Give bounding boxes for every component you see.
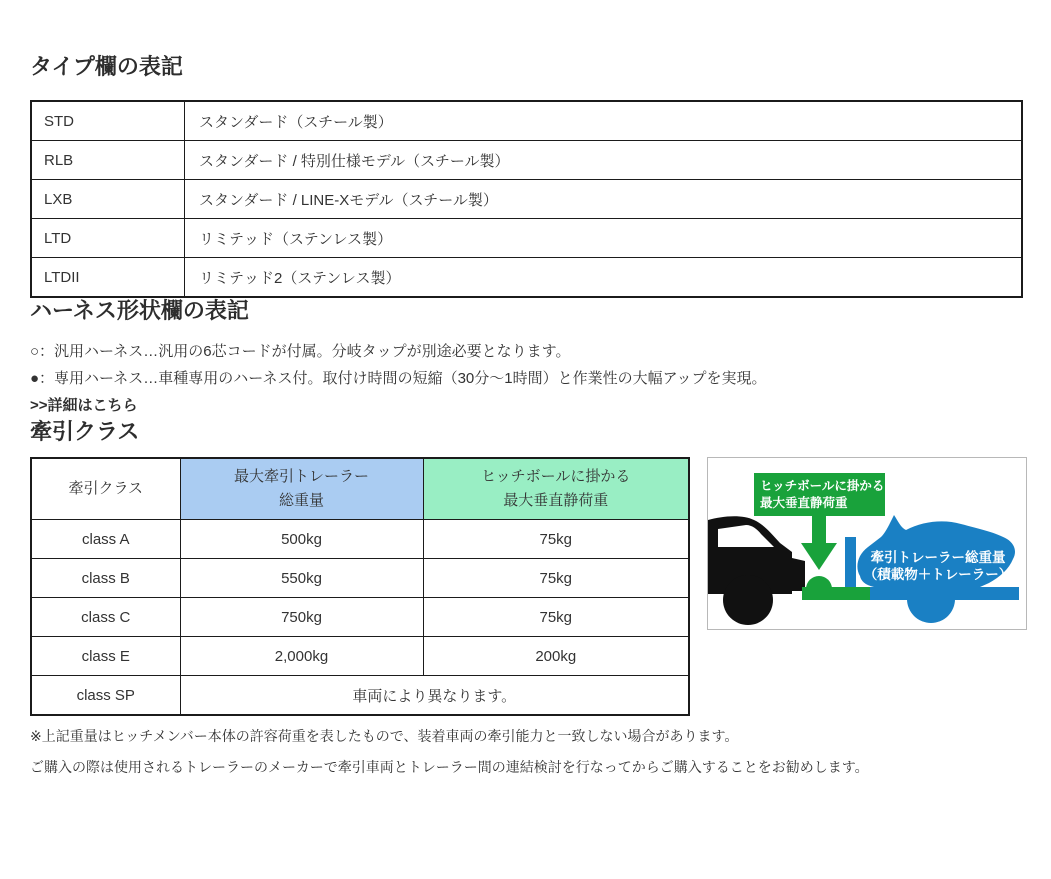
type-desc-cell: スタンダード / 特別仕様モデル（スチール製） — [185, 141, 1023, 180]
type-desc-cell: スタンダード / LINE-Xモデル（スチール製） — [185, 180, 1023, 219]
hitch-ball-icon — [806, 576, 832, 589]
weight-cell: 500kg — [180, 520, 423, 559]
weight-cell: 2,000kg — [180, 637, 423, 676]
weight-cell: 750kg — [180, 598, 423, 637]
max-vertical-load-header: ヒッチボールに掛かる 最大垂直静荷重 — [423, 458, 689, 520]
load-cell: 75kg — [423, 598, 689, 637]
type-code-cell: LTD — [31, 219, 185, 258]
down-arrow-icon — [812, 514, 826, 545]
table-row — [31, 598, 689, 637]
harness-dedicated-line: ●：専用ハーネス…車種専用のハーネス付。取付け時間の短縮（30分～1時間）と作業性の大幅アップを実現。 — [30, 370, 767, 387]
class-cell: class SP — [31, 676, 180, 716]
max-trailer-weight-header: 最大牽引トレーラー 総重量 — [180, 458, 423, 520]
type-table — [30, 100, 1023, 298]
type-code-cell: STD — [31, 101, 185, 141]
towing-content — [30, 457, 1023, 716]
table-row — [31, 180, 1022, 219]
towing-class-header: 牽引クラス — [31, 458, 180, 520]
hitch-diagram-svg — [708, 458, 1026, 629]
type-code-cell: RLB — [31, 141, 185, 180]
weight-cell: 550kg — [180, 559, 423, 598]
load-cell: 75kg — [423, 520, 689, 559]
class-cell: class E — [31, 637, 180, 676]
hitch-label-line1: ヒッチボールに掛かる — [760, 479, 885, 493]
note-line: ご購入の際は使用されるトレーラーのメーカーで牽引車両とトレーラー間の連結検討を行なってからご購入することをお勧めします。 — [30, 759, 869, 775]
class-cell: class B — [31, 559, 180, 598]
harness-section-title: ハーネス形状欄の表記 — [30, 298, 249, 323]
class-cell: class C — [31, 598, 180, 637]
harness-universal-line: ○：汎用ハーネス…汎用の6芯コードが付属。分岐タップが別途必要となります。 — [30, 343, 571, 360]
details-link[interactable]: >>詳細はこちら — [30, 397, 138, 414]
table-row — [31, 637, 689, 676]
trailer-bar-icon — [868, 587, 1019, 600]
table-row — [31, 101, 1022, 141]
type-code-cell: LTDII — [31, 258, 185, 298]
type-desc-cell: リミテッド2（ステンレス製） — [185, 258, 1023, 298]
table-row — [31, 141, 1022, 180]
hitch-diagram — [707, 457, 1027, 630]
trailer-post-icon — [845, 537, 856, 587]
towing-class-table — [30, 457, 690, 716]
class-cell: class A — [31, 520, 180, 559]
table-row — [31, 559, 689, 598]
trailer-label-line1: 牽引トレーラー総重量 — [870, 550, 1006, 565]
hitch-label-line2: 最大垂直静荷重 — [760, 496, 848, 510]
table-row — [31, 258, 1022, 298]
load-cell: 200kg — [423, 637, 689, 676]
table-row — [31, 219, 1022, 258]
load-cell: 75kg — [423, 559, 689, 598]
type-desc-cell: スタンダード（スチール製） — [185, 101, 1023, 141]
table-header-row — [31, 458, 689, 520]
towing-section-title: 牽引クラス — [30, 419, 140, 444]
type-section-title: タイプ欄の表記 — [30, 54, 183, 79]
note-line: ※上記重量はヒッチメンバー本体の許容荷重を表したもので、装着車両の牽引能力と一致しない場合があります。 — [30, 728, 739, 744]
table-row — [31, 676, 689, 716]
car-silhouette-icon — [708, 516, 805, 625]
sp-note-cell: 車両により異なります。 — [180, 676, 689, 716]
trailer-label-line2: （積載物＋トレーラー） — [863, 567, 1013, 582]
type-code-cell: LXB — [31, 180, 185, 219]
footer-notes — [30, 726, 1023, 777]
harness-lines — [30, 338, 1023, 419]
type-desc-cell: リミテッド（ステンレス製） — [185, 219, 1023, 258]
table-row — [31, 520, 689, 559]
